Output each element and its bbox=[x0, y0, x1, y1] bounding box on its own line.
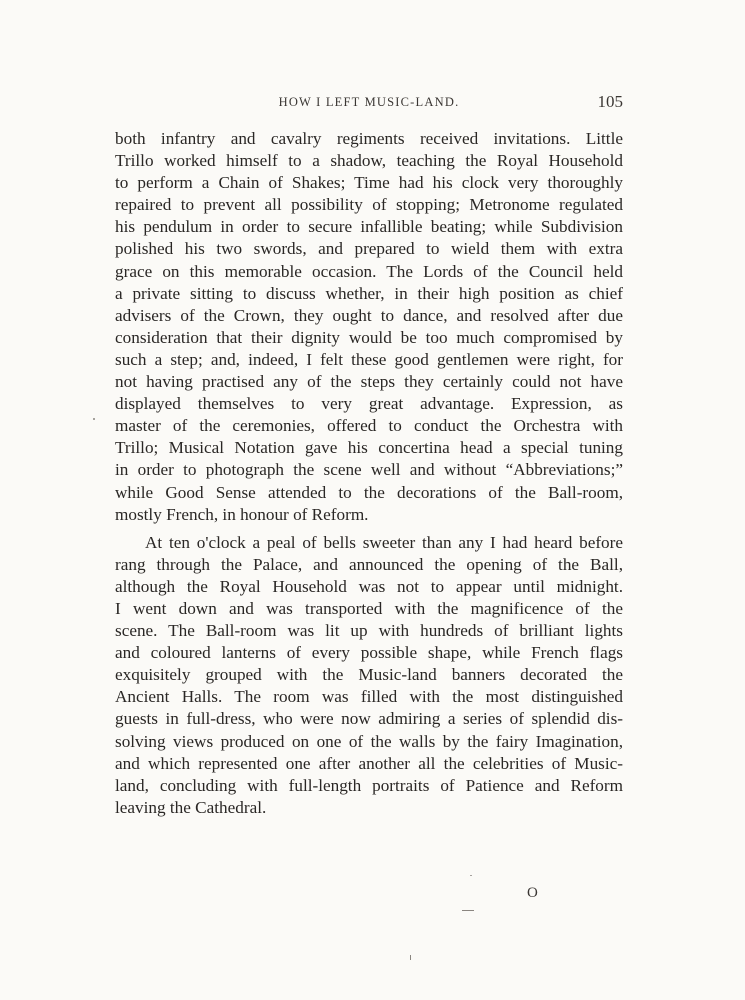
page-number: 105 bbox=[597, 92, 623, 111]
running-title: HOW I LEFT MUSIC-LAND. bbox=[278, 95, 460, 109]
text-line: Trillo worked himself to a shadow, teaching the Royal Household bbox=[115, 151, 623, 171]
text-line: master of the ceremonies, offered to conduct the Orchestra with bbox=[115, 416, 623, 436]
text-line: I went down and was transported with the magnificence of the bbox=[115, 598, 623, 618]
text-line: mostly French, in honour of Reform. bbox=[115, 504, 369, 524]
text-line: a private sitting to discuss whether, in their high position as chief bbox=[115, 283, 623, 303]
text-line: polished his two swords, and prepared to wield them with extra bbox=[115, 239, 623, 259]
text-line: solving views produced on one of the walls by the fairy Imagination, bbox=[115, 731, 623, 751]
text-line: not having practised any of the steps they certainly could not have bbox=[115, 372, 623, 392]
text-line: rang through the Palace, and announced the opening of the Ball, bbox=[115, 554, 623, 574]
text-line: scene. The Ball-room was lit up with hundreds of brilliant lights bbox=[115, 621, 623, 641]
text-line: leaving the Cathedral. bbox=[115, 797, 267, 817]
text-line: Ancient Halls. The room was filled with the most distinguished bbox=[115, 687, 623, 707]
text-line: to perform a Chain of Shakes; Time had his clock very thoroughly bbox=[115, 173, 623, 193]
text-line: advisers of the Crown, they ought to dance, and resolved after due bbox=[115, 305, 623, 325]
text-line: although the Royal Household was not to appear until midnight. bbox=[115, 576, 623, 596]
text-line: At ten o'clock a peal of bells sweeter than any I had heard before bbox=[145, 532, 623, 552]
text-line: repaired to prevent all possibility of stopping; Metronome regulated bbox=[115, 195, 623, 215]
text-line: while Good Sense attended to the decorations of the Ball-room, bbox=[115, 482, 623, 502]
paragraph-2 bbox=[115, 532, 623, 819]
paper-speck bbox=[462, 910, 474, 911]
running-head bbox=[115, 93, 623, 115]
text-line: and which represented one after another all the celebrities of Music- bbox=[115, 753, 623, 773]
text-line: consideration that their dignity would be too much compromised by bbox=[115, 327, 623, 347]
text-line: such a step; and, indeed, I felt these good gentlemen were right, for bbox=[115, 349, 623, 369]
text-line: both infantry and cavalry regiments received invitations. Little bbox=[115, 129, 623, 148]
paper-speck bbox=[410, 955, 411, 960]
text-line: land, concluding with full-length portraits of Patience and Reform bbox=[115, 775, 623, 795]
text-line: and coloured lanterns of every possible shape, while French flags bbox=[115, 643, 623, 663]
paper-speck bbox=[470, 875, 472, 876]
paper-speck bbox=[93, 418, 95, 420]
text-line: displayed themselves to very great advantage. Expression, as bbox=[115, 394, 623, 414]
signature-mark: O bbox=[527, 885, 538, 901]
text-line: his pendulum in order to secure infallible beating; while Subdivision bbox=[115, 217, 623, 237]
text-line: in order to photograph the scene well and without “Abbreviations;” bbox=[115, 460, 623, 480]
text-line: exquisitely grouped with the Music-land banners decorated the bbox=[115, 665, 623, 685]
paragraph-1 bbox=[115, 128, 623, 526]
text-line: guests in full-dress, who were now admiring a series of splendid dis- bbox=[115, 709, 623, 729]
text-line: grace on this memorable occasion. The Lords of the Council held bbox=[115, 261, 623, 281]
body-text bbox=[115, 128, 623, 819]
text-line: Trillo; Musical Notation gave his concertina head a special tuning bbox=[115, 438, 623, 458]
